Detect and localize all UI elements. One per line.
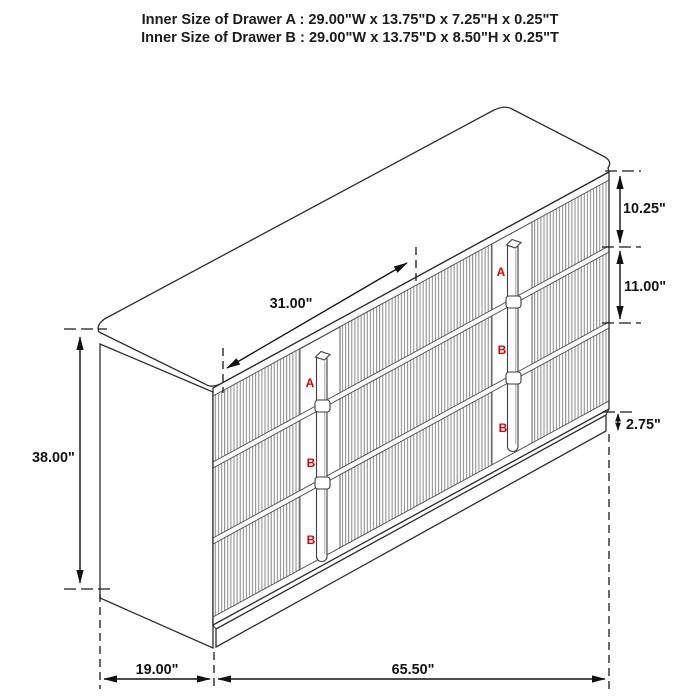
drawer-label-right-a: A [496, 265, 506, 279]
drawer-label-right-b2: B [498, 421, 508, 435]
drawer-label-left-b1: B [306, 456, 316, 470]
header [141, 12, 559, 46]
depth-label: 19.00" [135, 662, 179, 678]
drawer-a-height-label: 10.25" [623, 201, 666, 217]
right-handle-joint-1 [506, 296, 521, 308]
drawer-label-right-b1: B [497, 343, 507, 357]
left-handle-joint-2 [315, 477, 330, 489]
drawer-b-height-dimension [602, 251, 666, 323]
overall-height-label: 38.00" [32, 450, 75, 466]
base-height-dimension [603, 412, 661, 433]
left-handle-joint-1 [315, 400, 330, 412]
base-height-label: 2.75" [626, 417, 661, 433]
drawer-b-height-label: 11.00" [624, 279, 667, 295]
drawer-label-left-b2: B [306, 533, 316, 547]
sideboard-drawing [98, 107, 610, 648]
width-label: 65.50" [391, 662, 435, 678]
top-width-label: 31.00" [269, 296, 313, 312]
depth-dimension [104, 662, 210, 679]
side-panel [100, 344, 213, 648]
drawer-a-height-dimension [602, 171, 666, 247]
width-dimension [218, 662, 605, 679]
drawer-label-left-a: A [305, 376, 315, 390]
drawer-b-inner-size-text: Inner Size of Drawer B : 29.00"W x 13.75"D x 8.50"H x 0.25"T [141, 30, 559, 46]
right-handle-joint-2 [506, 372, 521, 384]
drawer-a-inner-size-text: Inner Size of Drawer A : 29.00"W x 13.75"D x 7.25"H x 0.25"T [141, 12, 559, 28]
